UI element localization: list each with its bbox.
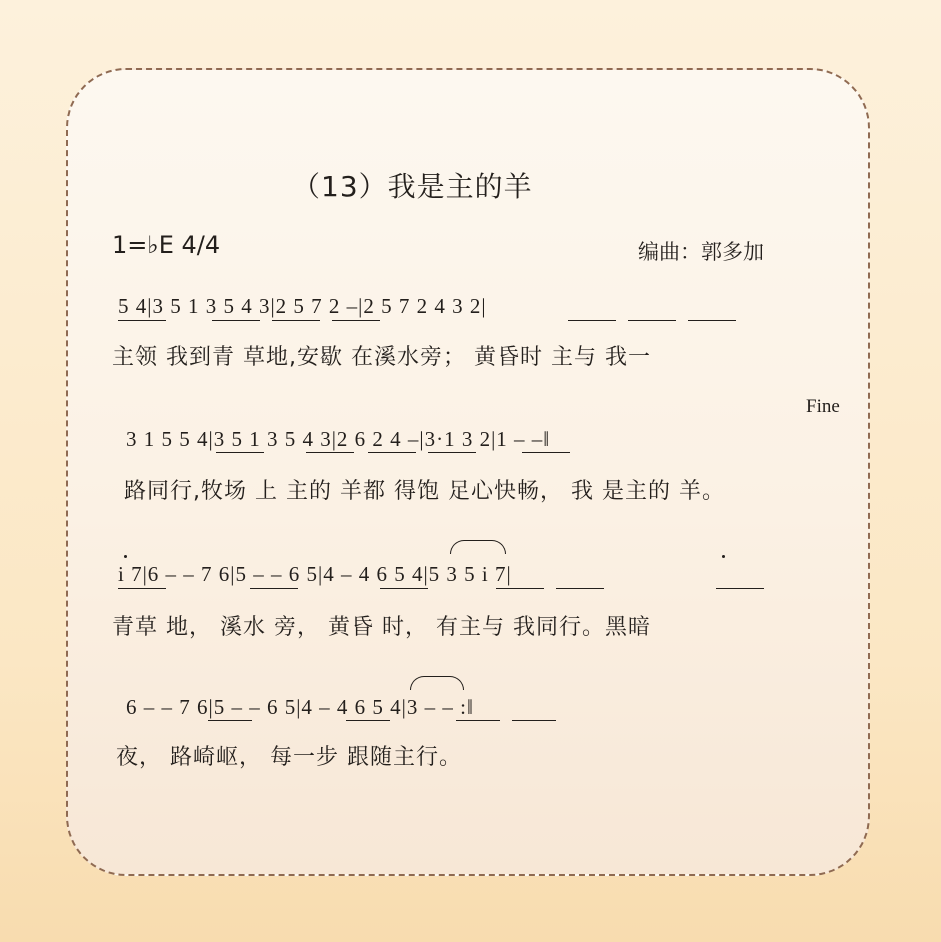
notation-line-3: i 7|6 – – 7 6|5 – – 6 5|4 – 4 6 5 4|5 3 5 i 7| xyxy=(118,562,512,586)
song-title: （13）我是主的羊 xyxy=(292,170,533,203)
eighth-underline xyxy=(512,720,556,721)
notation-line-2: 3 1 5 5 4|3 5 1 3 5 4 3|2 6 2 4 –|3·1 3 2|1 – –‖ xyxy=(126,427,551,451)
lyrics-line-4: 夜， 路崎岖， 每一步 跟随主行。 xyxy=(116,745,462,770)
eighth-underline xyxy=(628,320,676,321)
eighth-underline xyxy=(216,452,264,453)
fine-mark: Fine xyxy=(806,396,840,417)
octave-dot xyxy=(124,555,127,558)
eighth-underline xyxy=(428,452,476,453)
key-signature: 1=♭E 4/4 xyxy=(112,231,221,259)
eighth-underline xyxy=(250,588,298,589)
arranger-credit: 编曲：郭多加 xyxy=(638,240,764,264)
eighth-underline xyxy=(368,452,416,453)
eighth-underline xyxy=(118,588,166,589)
eighth-underline xyxy=(332,320,380,321)
lyrics-line-1: 主领 我到青 草地,安歇 在溪水旁； 黄昏时 主与 我一 xyxy=(112,345,651,370)
eighth-underline xyxy=(456,720,500,721)
notation-line-1: 5 4|3 5 1 3 5 4 3|2 5 7 2 –|2 5 7 2 4 3 2| xyxy=(118,294,487,318)
tie-arc xyxy=(410,676,464,690)
tie-arc xyxy=(450,540,506,554)
octave-dot xyxy=(722,555,725,558)
eighth-underline xyxy=(346,720,390,721)
eighth-underline xyxy=(568,320,616,321)
eighth-underline xyxy=(688,320,736,321)
eighth-underline xyxy=(556,588,604,589)
lyrics-line-2: 路同行,牧场 上 主的 羊都 得饱 足心快畅， 我 是主的 羊。 xyxy=(124,479,725,504)
eighth-underline xyxy=(272,320,320,321)
eighth-underline xyxy=(208,720,252,721)
eighth-underline xyxy=(522,452,570,453)
notation-line-4: 6 – – 7 6|5 – – 6 5|4 – 4 6 5 4|3 – – :‖ xyxy=(126,695,474,719)
eighth-underline xyxy=(306,452,354,453)
eighth-underline xyxy=(496,588,544,589)
eighth-underline xyxy=(716,588,764,589)
eighth-underline xyxy=(118,320,166,321)
eighth-underline xyxy=(212,320,260,321)
eighth-underline xyxy=(380,588,428,589)
lyrics-line-3: 青草 地， 溪水 旁， 黄昏 时， 有主与 我同行。黑暗 xyxy=(112,615,651,640)
